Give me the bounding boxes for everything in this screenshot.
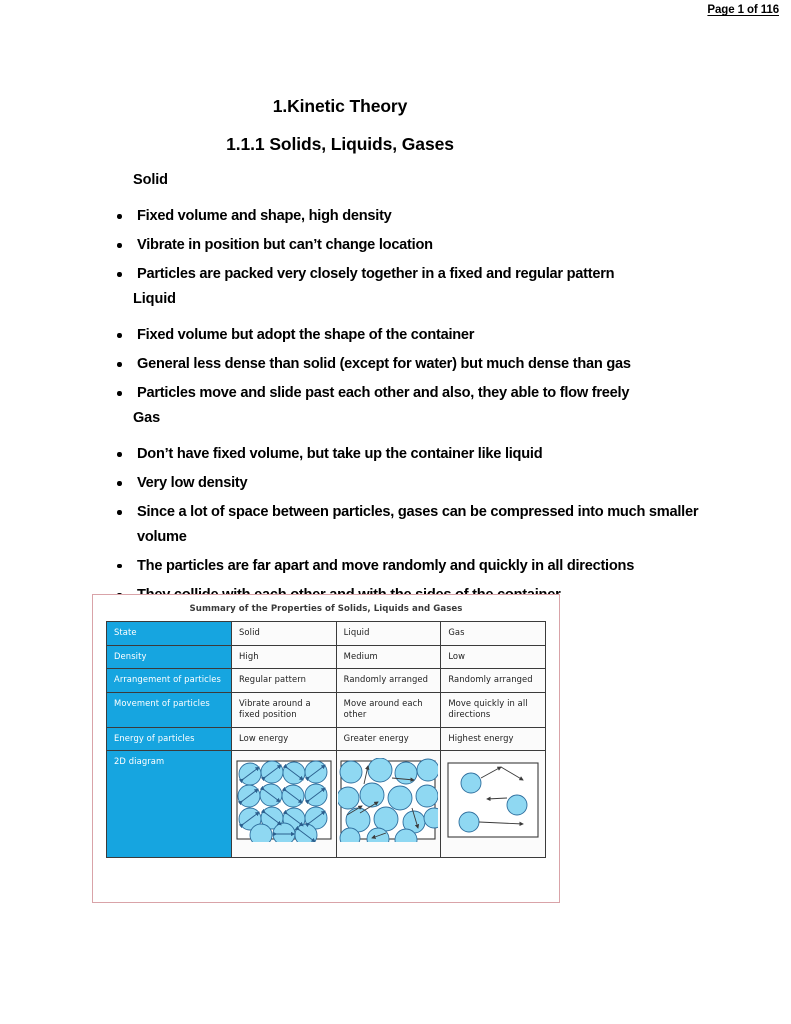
list-item: Since a lot of space between particles, gases can be compressed into much smaller volume — [111, 500, 711, 549]
row-label-arrangement: Arrangement of particles — [107, 669, 232, 693]
cell-arrangement-liquid: Randomly arranged — [336, 669, 441, 693]
diagram-liquid — [336, 751, 441, 858]
section-heading-gas: Gas — [133, 410, 161, 426]
list-item: Particles move and slide past each other and also, they able to flow freely — [111, 381, 711, 406]
cell-energy-gas: Highest energy — [441, 727, 546, 751]
cell-energy-solid: Low energy — [232, 727, 337, 751]
table-row — [107, 751, 546, 858]
gas-particles-icon — [443, 758, 543, 842]
bullet-list-liquid — [111, 323, 711, 410]
list-item: Vibrate in position but can’t change location — [111, 233, 711, 258]
table-row — [107, 622, 546, 646]
cell-state-gas: Gas — [441, 622, 546, 646]
cell-arrangement-solid: Regular pattern — [232, 669, 337, 693]
table-row — [107, 727, 546, 751]
row-label-movement: Movement of particles — [107, 692, 232, 727]
diagram-solid — [232, 751, 337, 858]
cell-state-solid: Solid — [232, 622, 337, 646]
bullet-list-gas — [111, 442, 711, 612]
section-heading-solid: Solid — [133, 172, 168, 188]
list-item: Fixed volume and shape, high density — [111, 204, 711, 229]
page-subtitle: 1.1.1 Solids, Liquids, Gases — [226, 134, 454, 154]
solid-particles-icon — [234, 758, 334, 842]
cell-density-solid: High — [232, 645, 337, 669]
cell-movement-gas: Move quickly in all directions — [441, 692, 546, 727]
bullet-list-solid — [111, 204, 711, 291]
cell-energy-liquid: Greater energy — [336, 727, 441, 751]
diagram-gas — [441, 751, 546, 858]
row-label-density: Density — [107, 645, 232, 669]
list-item: General less dense than solid (except for water) but much dense than gas — [111, 352, 711, 377]
list-item: Particles are packed very closely together in a fixed and regular pattern — [111, 262, 711, 287]
list-item: The particles are far apart and move randomly and quickly in all directions — [111, 554, 711, 579]
list-item: Don’t have fixed volume, but take up the container like liquid — [111, 442, 711, 467]
cell-movement-solid: Vibrate around a fixed position — [232, 692, 337, 727]
summary-figure — [92, 594, 560, 903]
cell-state-liquid: Liquid — [336, 622, 441, 646]
table-row — [107, 692, 546, 727]
row-label-energy: Energy of particles — [107, 727, 232, 751]
liquid-particles-icon — [338, 758, 438, 842]
table-row — [107, 645, 546, 669]
cell-density-gas: Low — [441, 645, 546, 669]
table-row — [107, 669, 546, 693]
section-heading-liquid: Liquid — [133, 291, 176, 307]
list-item: Fixed volume but adopt the shape of the container — [111, 323, 711, 348]
figure-caption: Summary of the Properties of Solids, Liquids and Gases — [189, 604, 463, 614]
cell-density-liquid: Medium — [336, 645, 441, 669]
list-item: Very low density — [111, 471, 711, 496]
page-number-header: Page 1 of 116 — [707, 4, 779, 16]
row-label-state: State — [107, 622, 232, 646]
page-title: 1.Kinetic Theory — [272, 96, 408, 116]
row-label-2d-diagram: 2D diagram — [107, 751, 232, 858]
properties-table — [106, 621, 546, 858]
cell-arrangement-gas: Randomly arranged — [441, 669, 546, 693]
cell-movement-liquid: Move around each other — [336, 692, 441, 727]
